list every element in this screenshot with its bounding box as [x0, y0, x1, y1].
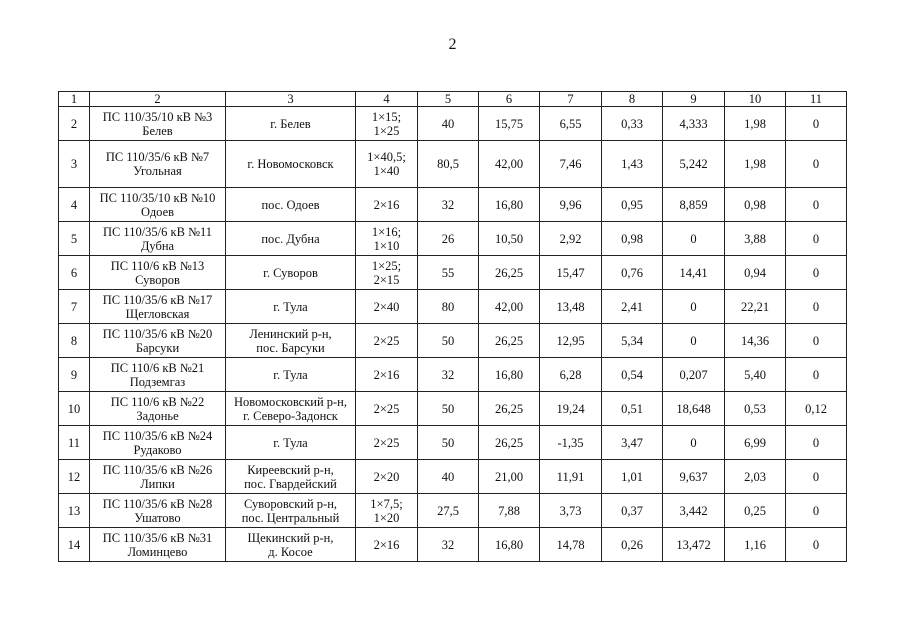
cell-line: 1×7,5;	[370, 496, 403, 511]
value-cell-5: 50	[418, 324, 479, 358]
cell-line: г. Тула	[273, 367, 308, 382]
cell-line: Рудаково	[133, 442, 182, 457]
cell-line: пос. Дубна	[261, 231, 320, 246]
table-row	[59, 188, 847, 222]
cell-line: Суворов	[135, 272, 180, 287]
cell-line: 2×16	[373, 367, 400, 382]
table-row	[59, 460, 847, 494]
cell-line: Белев	[142, 123, 173, 138]
cell-line: ПС 110/35/6 кВ №20	[102, 326, 213, 341]
value-cell-9: 9,637	[663, 460, 725, 494]
value-cell-7: 6,55	[540, 107, 602, 141]
table-row	[59, 392, 847, 426]
value-cell-5: 80,5	[418, 141, 479, 188]
value-cell-11: 0	[786, 494, 847, 528]
cell-line: г. Суворов	[263, 265, 318, 280]
value-cell-10: 1,98	[725, 107, 786, 141]
value-cell-5: 50	[418, 392, 479, 426]
value-cell-11: 0	[786, 324, 847, 358]
value-cell-11: 0	[786, 460, 847, 494]
page-number: 2	[448, 36, 457, 53]
value-cell-11: 0	[786, 256, 847, 290]
value-cell-10: 14,36	[725, 324, 786, 358]
value-cell-9: 8,859	[663, 188, 725, 222]
column-number-cell: 7	[540, 92, 602, 107]
location-cell	[226, 494, 356, 528]
value-cell-6: 42,00	[479, 290, 540, 324]
value-cell-8: 0,26	[602, 528, 663, 562]
substation-name-cell	[90, 392, 226, 426]
value-cell-5: 50	[418, 426, 479, 460]
value-cell-5: 27,5	[418, 494, 479, 528]
row-number-cell: 10	[59, 392, 90, 426]
table-row	[59, 222, 847, 256]
table-row	[59, 290, 847, 324]
location-cell	[226, 256, 356, 290]
substation-table	[58, 91, 847, 562]
value-cell-5: 40	[418, 460, 479, 494]
cell-line: ПС 110/35/6 кВ №7	[105, 150, 210, 164]
value-cell-6: 21,00	[479, 460, 540, 494]
transformer-config-cell	[356, 222, 418, 256]
value-cell-8: 1,01	[602, 460, 663, 494]
value-cell-8: 0,54	[602, 358, 663, 392]
value-cell-5: 32	[418, 528, 479, 562]
value-cell-10: 0,53	[725, 392, 786, 426]
table-row	[59, 324, 847, 358]
cell-line: ПС 110/35/10 кВ №10	[99, 190, 216, 205]
cell-line: 1×40	[373, 164, 400, 178]
cell-line: ПС 110/35/6 кВ №28	[102, 496, 213, 511]
cell-line: г. Белев	[270, 116, 311, 131]
substation-name-cell	[90, 141, 226, 188]
cell-line: 1×15;	[371, 109, 402, 124]
location-cell	[226, 188, 356, 222]
column-number-cell: 11	[786, 92, 847, 107]
transformer-config-cell	[356, 426, 418, 460]
cell-line: г. Северо-Задонск	[243, 408, 338, 423]
column-number-cell: 9	[663, 92, 725, 107]
value-cell-10: 1,16	[725, 528, 786, 562]
value-cell-9: 3,442	[663, 494, 725, 528]
column-number-cell: 5	[418, 92, 479, 107]
column-number-cell: 4	[356, 92, 418, 107]
value-cell-11: 0	[786, 222, 847, 256]
value-cell-8: 1,43	[602, 141, 663, 188]
cell-line: Одоев	[140, 204, 175, 219]
transformer-config-cell	[356, 494, 418, 528]
location-cell	[226, 460, 356, 494]
value-cell-11: 0	[786, 426, 847, 460]
value-cell-6: 16,80	[479, 188, 540, 222]
row-number-cell: 14	[59, 528, 90, 562]
cell-line: 2×25	[373, 435, 400, 450]
value-cell-7: 2,92	[540, 222, 602, 256]
cell-line: 1×40,5;	[367, 150, 406, 164]
value-cell-5: 32	[418, 358, 479, 392]
cell-line: 2×25	[373, 333, 400, 348]
cell-line: Задонье	[136, 408, 179, 423]
substation-name-cell	[90, 107, 226, 141]
value-cell-9: 0	[663, 290, 725, 324]
row-number-cell: 8	[59, 324, 90, 358]
table-row	[59, 494, 847, 528]
location-cell	[226, 358, 356, 392]
value-cell-6: 26,25	[479, 324, 540, 358]
value-cell-11: 0	[786, 188, 847, 222]
value-cell-6: 7,88	[479, 494, 540, 528]
value-cell-6: 16,80	[479, 358, 540, 392]
substation-name-cell	[90, 222, 226, 256]
substation-name-cell	[90, 460, 226, 494]
column-number-cell: 2	[90, 92, 226, 107]
cell-line: 2×16	[373, 537, 400, 552]
value-cell-6: 26,25	[479, 392, 540, 426]
transformer-config-cell	[356, 460, 418, 494]
column-number-cell: 8	[602, 92, 663, 107]
value-cell-6: 15,75	[479, 107, 540, 141]
value-cell-9: 13,472	[663, 528, 725, 562]
row-number-cell: 11	[59, 426, 90, 460]
cell-line: ПС 110/35/6 кВ №24	[102, 428, 213, 443]
row-number-cell: 6	[59, 256, 90, 290]
substation-name-cell	[90, 324, 226, 358]
substation-name-cell	[90, 528, 226, 562]
value-cell-9: 5,242	[663, 141, 725, 188]
cell-line: 1×10	[373, 238, 400, 253]
value-cell-6: 26,25	[479, 256, 540, 290]
value-cell-9: 4,333	[663, 107, 725, 141]
value-cell-6: 26,25	[479, 426, 540, 460]
location-cell	[226, 528, 356, 562]
row-number-cell: 5	[59, 222, 90, 256]
cell-line: 2×40	[373, 299, 400, 314]
value-cell-5: 26	[418, 222, 479, 256]
transformer-config-cell	[356, 107, 418, 141]
value-cell-8: 0,95	[602, 188, 663, 222]
value-cell-10: 3,88	[725, 222, 786, 256]
value-cell-7: 19,24	[540, 392, 602, 426]
substation-name-cell	[90, 426, 226, 460]
location-cell	[226, 107, 356, 141]
value-cell-8: 0,51	[602, 392, 663, 426]
value-cell-11: 0	[786, 528, 847, 562]
location-cell	[226, 141, 356, 188]
row-number-cell: 12	[59, 460, 90, 494]
column-number-cell: 1	[59, 92, 90, 107]
cell-line: ПС 110/35/10 кВ №3	[102, 109, 213, 124]
value-cell-8: 5,34	[602, 324, 663, 358]
cell-line: 2×15	[373, 272, 400, 287]
value-cell-7: 11,91	[540, 460, 602, 494]
value-cell-10: 22,21	[725, 290, 786, 324]
location-cell	[226, 324, 356, 358]
value-cell-7: 9,96	[540, 188, 602, 222]
location-cell	[226, 290, 356, 324]
value-cell-7: -1,35	[540, 426, 602, 460]
table-row	[59, 426, 847, 460]
cell-line: г. Тула	[273, 299, 308, 314]
cell-line: 1×16;	[371, 224, 402, 239]
value-cell-6: 16,80	[479, 528, 540, 562]
cell-line: Подземгаз	[129, 374, 186, 389]
row-number-cell: 7	[59, 290, 90, 324]
cell-line: 1×25;	[371, 258, 402, 273]
location-cell	[226, 392, 356, 426]
value-cell-7: 3,73	[540, 494, 602, 528]
row-number-cell: 9	[59, 358, 90, 392]
cell-line: Новомосковский р-н,	[234, 394, 347, 409]
cell-line: Щекинский р-н,	[247, 530, 334, 545]
value-cell-10: 5,40	[725, 358, 786, 392]
cell-line: Ушатово	[134, 510, 181, 525]
column-number-row	[59, 92, 847, 107]
cell-line: пос. Центральный	[241, 510, 340, 525]
value-cell-10: 0,98	[725, 188, 786, 222]
cell-line: г. Новомосковск	[247, 157, 334, 171]
cell-line: д. Косое	[268, 544, 313, 559]
cell-line: 1×20	[373, 510, 400, 525]
cell-line: Суворовский р-н,	[243, 496, 338, 511]
transformer-config-cell	[356, 188, 418, 222]
cell-line: Ломинцево	[127, 544, 188, 559]
cell-line: ПС 110/35/6 кВ №26	[102, 462, 213, 477]
value-cell-5: 40	[418, 107, 479, 141]
transformer-config-cell	[356, 141, 418, 188]
cell-line: 1×25	[373, 123, 400, 138]
value-cell-8: 2,41	[602, 290, 663, 324]
cell-line: ПС 110/35/6 кВ №17	[102, 292, 213, 307]
cell-line: Барсуки	[135, 340, 180, 355]
value-cell-11: 0	[786, 290, 847, 324]
value-cell-11: 0	[786, 141, 847, 188]
value-cell-11: 0	[786, 358, 847, 392]
value-cell-11: 0,12	[786, 392, 847, 426]
value-cell-5: 55	[418, 256, 479, 290]
value-cell-5: 32	[418, 188, 479, 222]
table-row	[59, 107, 847, 141]
cell-line: 2×16	[373, 197, 400, 212]
cell-line: Угольная	[133, 164, 182, 178]
transformer-config-cell	[356, 528, 418, 562]
cell-line: пос. Барсуки	[256, 340, 325, 355]
value-cell-10: 0,94	[725, 256, 786, 290]
row-number-cell: 3	[59, 141, 90, 188]
cell-line: пос. Одоев	[261, 197, 320, 212]
table-row	[59, 256, 847, 290]
value-cell-8: 3,47	[602, 426, 663, 460]
value-cell-7: 6,28	[540, 358, 602, 392]
table-row	[59, 358, 847, 392]
cell-line: ПС 110/35/6 кВ №31	[102, 530, 213, 545]
value-cell-9: 0	[663, 324, 725, 358]
value-cell-8: 0,98	[602, 222, 663, 256]
value-cell-10: 6,99	[725, 426, 786, 460]
cell-line: Щегловская	[125, 306, 190, 321]
column-number-cell: 6	[479, 92, 540, 107]
table-body	[59, 92, 847, 562]
value-cell-9: 0	[663, 426, 725, 460]
cell-line: ПС 110/35/6 кВ №11	[102, 224, 213, 239]
value-cell-11: 0	[786, 107, 847, 141]
cell-line: Дубна	[140, 238, 175, 253]
cell-line: 2×25	[373, 401, 400, 416]
transformer-config-cell	[356, 358, 418, 392]
row-number-cell: 4	[59, 188, 90, 222]
value-cell-8: 0,76	[602, 256, 663, 290]
cell-line: 2×20	[373, 469, 400, 484]
transformer-config-cell	[356, 256, 418, 290]
column-number-cell: 10	[725, 92, 786, 107]
value-cell-7: 13,48	[540, 290, 602, 324]
substation-name-cell	[90, 188, 226, 222]
value-cell-8: 0,33	[602, 107, 663, 141]
cell-line: пос. Гвардейский	[244, 476, 337, 491]
transformer-config-cell	[356, 324, 418, 358]
row-number-cell: 13	[59, 494, 90, 528]
cell-line: Липки	[140, 476, 175, 491]
value-cell-10: 0,25	[725, 494, 786, 528]
substation-name-cell	[90, 358, 226, 392]
transformer-config-cell	[356, 290, 418, 324]
location-cell	[226, 426, 356, 460]
value-cell-7: 15,47	[540, 256, 602, 290]
cell-line: ПС 110/6 кВ №21	[110, 360, 205, 375]
value-cell-9: 18,648	[663, 392, 725, 426]
value-cell-8: 0,37	[602, 494, 663, 528]
cell-line: г. Тула	[273, 435, 308, 450]
substation-name-cell	[90, 290, 226, 324]
value-cell-7: 14,78	[540, 528, 602, 562]
transformer-config-cell	[356, 392, 418, 426]
substation-name-cell	[90, 494, 226, 528]
cell-line: ПС 110/6 кВ №13	[110, 258, 205, 273]
cell-line: Киреевский р-н,	[247, 462, 334, 477]
column-number-cell: 3	[226, 92, 356, 107]
value-cell-5: 80	[418, 290, 479, 324]
value-cell-6: 10,50	[479, 222, 540, 256]
value-cell-9: 0	[663, 222, 725, 256]
location-cell	[226, 222, 356, 256]
table-row	[59, 528, 847, 562]
value-cell-10: 1,98	[725, 141, 786, 188]
cell-line: ПС 110/6 кВ №22	[110, 394, 205, 409]
value-cell-7: 7,46	[540, 141, 602, 188]
value-cell-9: 14,41	[663, 256, 725, 290]
substation-name-cell	[90, 256, 226, 290]
value-cell-9: 0,207	[663, 358, 725, 392]
value-cell-10: 2,03	[725, 460, 786, 494]
row-number-cell: 2	[59, 107, 90, 141]
table-row	[59, 141, 847, 188]
value-cell-6: 42,00	[479, 141, 540, 188]
value-cell-7: 12,95	[540, 324, 602, 358]
cell-line: Ленинский р-н,	[249, 326, 332, 341]
